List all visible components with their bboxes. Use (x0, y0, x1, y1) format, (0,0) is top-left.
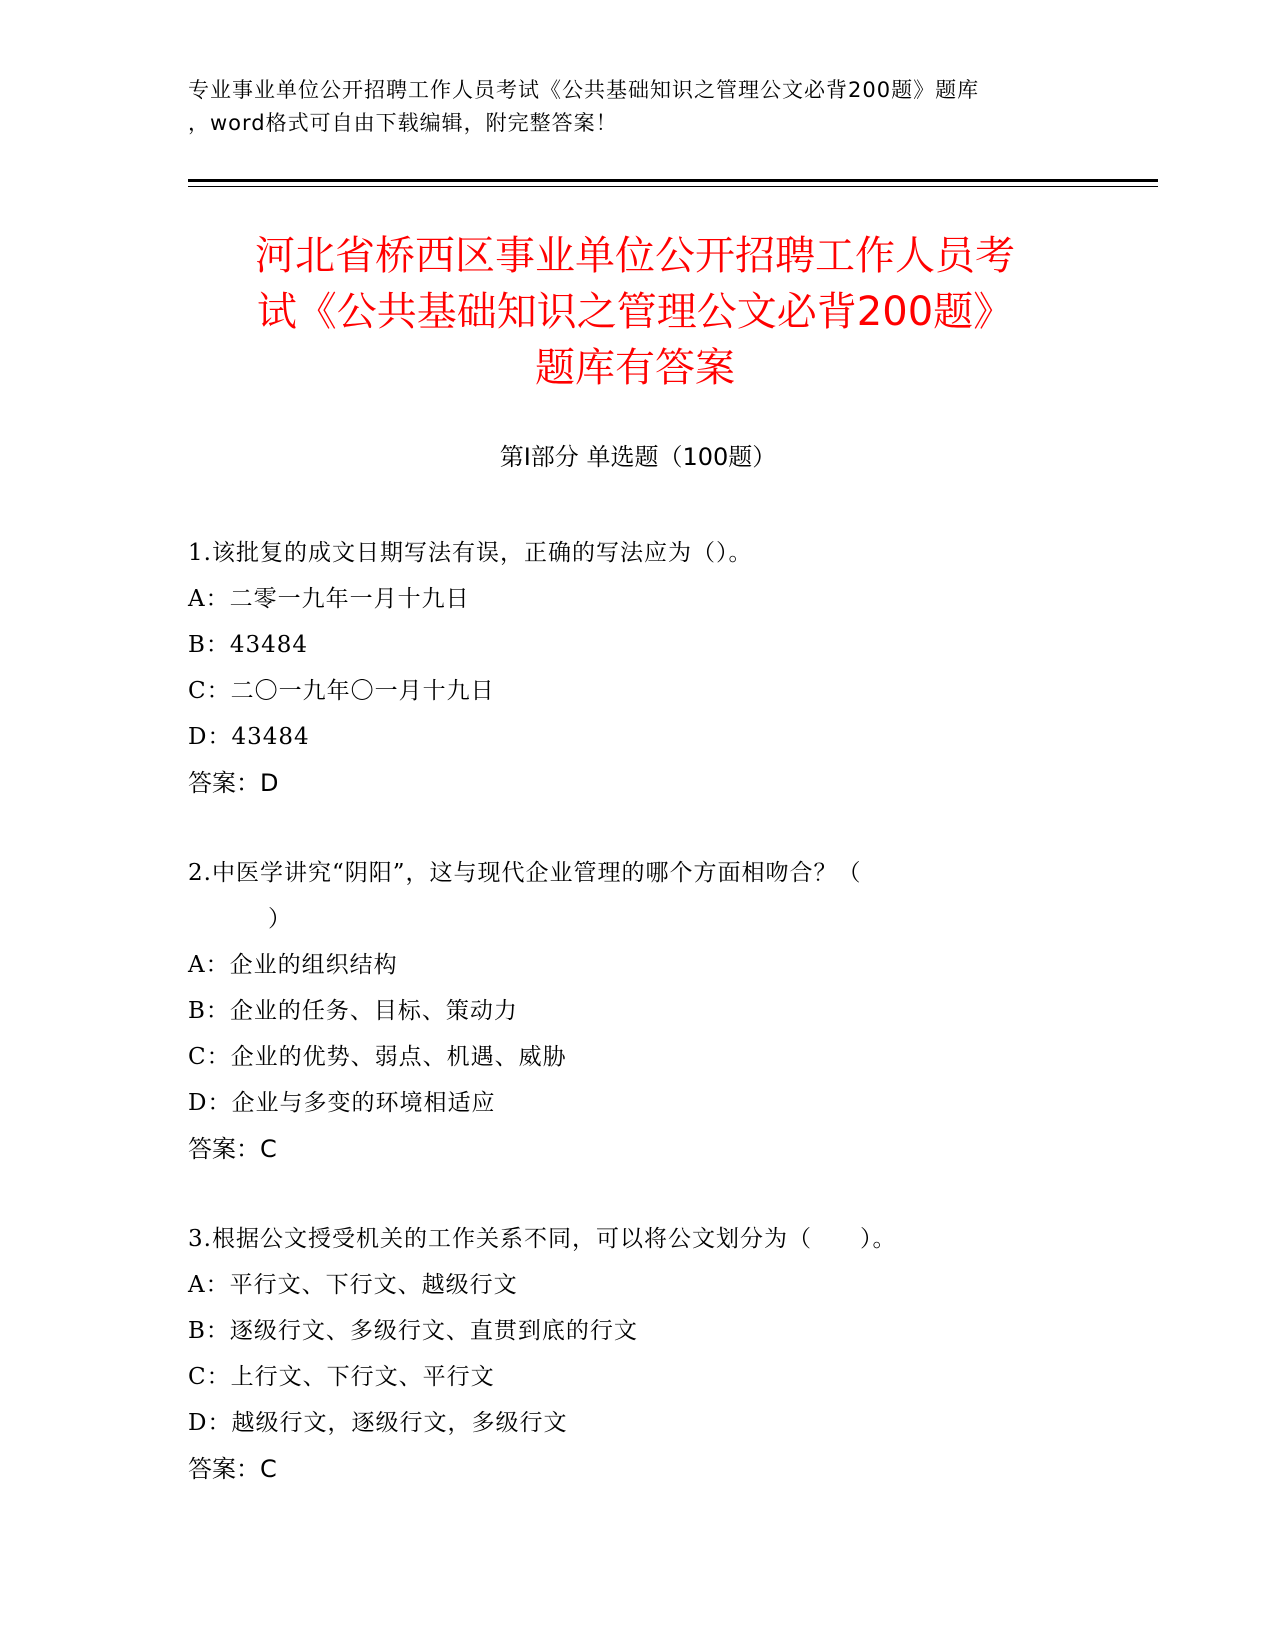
header-rule-thin (188, 186, 1158, 187)
answer: 答案：D (188, 769, 279, 797)
title-line-3: 题库有答案 (535, 345, 735, 391)
question-2 (188, 850, 1088, 1172)
question-stem: 3.根据公文授受机关的工作关系不同，可以将公文划分为（ ）。 (188, 1226, 897, 1252)
option-c: C：二〇一九年〇一月十九日 (188, 678, 495, 704)
document-title (170, 228, 1100, 396)
option-a: A：企业的组织结构 (188, 952, 398, 978)
option-c: C：上行文、下行文、平行文 (188, 1364, 495, 1390)
answer: 答案：C (188, 1455, 277, 1483)
document-header (188, 74, 1098, 140)
title-line-2: 试《公共基础知识之管理公文必背200题》 (256, 289, 1014, 335)
header-rule-thick (188, 179, 1158, 182)
question-stem: 1.该批复的成文日期写法有误，正确的写法应为（）。 (188, 540, 753, 566)
option-a: A：平行文、下行文、越级行文 (188, 1272, 518, 1298)
option-c: C：企业的优势、弱点、机遇、威胁 (188, 1044, 567, 1070)
question-stem-continuation: ） (268, 906, 292, 932)
option-d: D：43484 (188, 724, 310, 750)
option-d: D：企业与多变的环境相适应 (188, 1090, 496, 1116)
option-b: B：企业的任务、目标、策动力 (188, 998, 518, 1024)
question-stem: 2.中医学讲究“阴阳”，这与现代企业管理的哪个方面相吻合？（ (188, 860, 862, 886)
question-1 (188, 530, 1088, 806)
answer: 答案：C (188, 1135, 277, 1163)
title-line-1: 河北省桥西区事业单位公开招聘工作人员考 (255, 233, 1015, 279)
option-b: B：逐级行文、多级行文、直贯到底的行文 (188, 1318, 638, 1344)
option-b: B：43484 (188, 632, 309, 658)
header-line-1: 专业事业单位公开招聘工作人员考试《公共基础知识之管理公文必背200题》题库 (188, 78, 980, 102)
question-list (188, 530, 1088, 1536)
option-a: A：二零一九年一月十九日 (188, 586, 470, 612)
section-title: 第Ⅰ部分 单选题（100题） (499, 443, 777, 471)
question-3 (188, 1216, 1088, 1492)
header-line-2: ，word格式可自由下载编辑，附完整答案！ (188, 111, 618, 135)
option-d: D：越级行文，逐级行文，多级行文 (188, 1410, 568, 1436)
